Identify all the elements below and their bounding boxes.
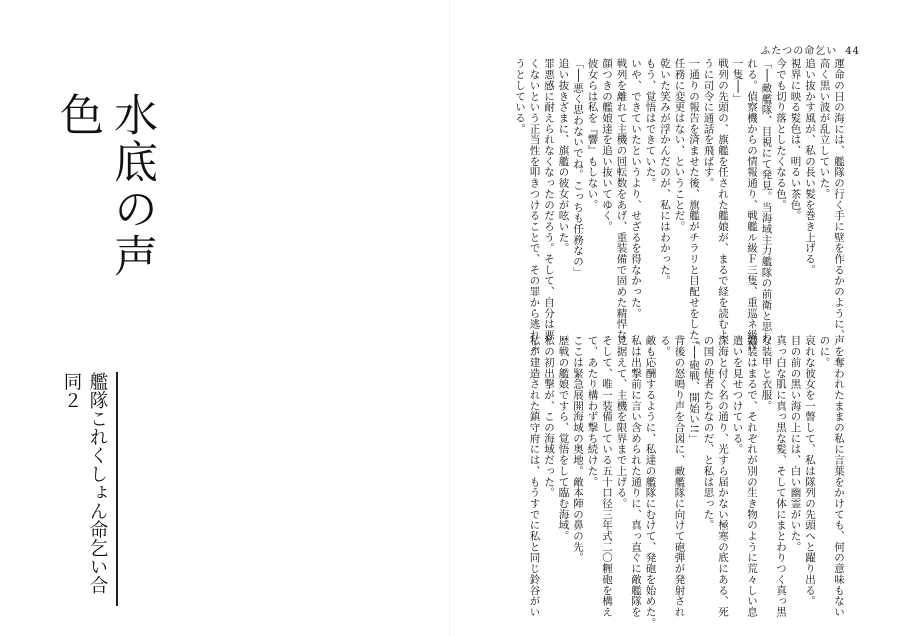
title-rule — [116, 372, 118, 606]
body-text-line: 歴戦の艦娘ですら、覚悟をして臨む海域。 — [557, 335, 570, 542]
body-text-line: 彼女らは私を『響』もしない。 — [586, 58, 599, 210]
body-text-line: 真っ白な肌に真っ黒な髪、そして体にまとわりつく真っ黒 — [775, 335, 787, 618]
body-text-line: 纏装はまるで、それぞれが別の生き物のように荒々しい息 — [746, 335, 758, 618]
body-text-line: 「──敵艦隊、目視にて発見。当海域主力艦隊の前衛と思わ — [760, 58, 773, 343]
body-text-line: て、あたり構わず撃ち続けた。 — [586, 335, 599, 487]
body-text-line: 敵も応酬するように、私達の艦隊にむけて、発砲を始めた。 — [644, 335, 657, 628]
body-text-line: の国の使者たちなのだ、と私は思った。 — [702, 335, 715, 531]
body-text-line: 視界に映る髪色は、明るい茶色。 — [789, 58, 802, 221]
body-text-line: うとしている。 — [514, 58, 526, 134]
body-text-line: 今でも切り落としたくなる色。 — [775, 58, 787, 210]
body-text-line: 戦列の先頭の、旗艦を任された艦娘が、まるで経を読むよ — [717, 58, 729, 341]
body-text-line: 「──砲戦、開始い!!」 — [688, 335, 700, 445]
body-text-line: 「──悪く思わないでね。こっちも任務なの」 — [572, 58, 584, 278]
running-header — [760, 42, 860, 57]
body-text-line: 目の前の黒い海の上には、白い幽霊がいた。 — [789, 335, 802, 552]
body-text-line: 遣いを見せつけている。 — [731, 335, 744, 455]
body-text-line: くないという正当性を叩きつけることで、その罪から逃れよ — [528, 58, 541, 351]
right-page — [450, 0, 900, 636]
body-text-line: 私が建造された鎮守府には、もうすでに私と同じ鈴谷がい — [528, 335, 541, 618]
body-text-line: 哀れな彼女を一瞥して、私は隊列の先頭へと躍り出る。 — [804, 335, 816, 607]
body-text-line: 見据えて、主機を限界まで上げる。 — [615, 335, 628, 509]
body-text-line: 高く黒い波が乱立していた。 — [818, 58, 831, 200]
body-text-line: 罪悪感に耐えられなくなったのだろう。そして、自分は悪 — [543, 58, 555, 341]
body-text-line: 背後の怒鳴り声を合図に、敵艦隊に向けて砲弾が発射され — [673, 335, 686, 618]
book-title: 艦隊これくしょん命乞い合同２ — [61, 372, 108, 594]
body-text-line: そして、唯一装備している五十口径三年式二〇糎砲を構え — [601, 335, 613, 618]
page-number: 44 — [845, 46, 860, 57]
body-text-lower — [527, 335, 846, 628]
body-text-line: 一隻──」 — [731, 58, 744, 104]
body-text-line: のに。 — [818, 335, 831, 368]
body-text-line: 追い抜きざまに、旗艦の彼女が呟いた。 — [557, 58, 570, 254]
body-text-line: うに司令に通話を飛ばす。 — [702, 58, 715, 189]
body-text-line: る。 — [659, 335, 671, 357]
body-text-line: 私は出撃前に言い含められた通りに、真っ直ぐに敵艦隊を — [630, 335, 642, 618]
body-text-line: 声を奪われたままの私に言葉をかけても、何の意味もない — [833, 335, 845, 618]
body-text-upper — [513, 58, 847, 351]
body-text-line: いや、できていたというより、せざるを得なかった。 — [630, 58, 642, 319]
body-text-line: もう、覚悟はできていた。 — [644, 58, 657, 189]
body-text-line: ここは緊急展開海域の奥地。敵本陣の鼻の先。 — [572, 335, 584, 563]
chapter-title: 水底の声色 — [52, 92, 157, 280]
body-text-line: 私の初出撃が、この海域だった。 — [543, 335, 555, 498]
running-header-title: ふたつの命乞い — [760, 46, 838, 57]
body-text-line: 一通りの報告を済ませた後、旗艦がチラリと目配せをした。 — [688, 58, 700, 351]
body-text-line: 乾いた笑みが浮かんだのが、私にはわかった。 — [659, 58, 671, 286]
body-text-line: れる。偵察機からの情報通り、戦艦ル級Ｆ三隻、重巡ネ級Ｎ — [746, 58, 758, 351]
body-text-line: 運命の日の海には、艦隊の行く手に壁を作るかのように、 — [833, 58, 845, 341]
body-text-line: 顔つきの艦娘達を追い抜いてゆく。 — [601, 58, 613, 232]
body-text-line: 戦列を離れて主機の回転数をあげ、重装備で固めた精悍な — [615, 58, 628, 341]
body-text-line: な装甲と衣服。 — [760, 335, 773, 411]
body-text-line: 追い抜かす風が、私の長い髪を巻き上げる。 — [804, 58, 816, 275]
body-text-line: 任務に変更はない、ということだ。 — [673, 58, 686, 232]
body-text-line: 深海と付く名の通り、光すら届かない極寒の底にある、死 — [717, 335, 729, 618]
